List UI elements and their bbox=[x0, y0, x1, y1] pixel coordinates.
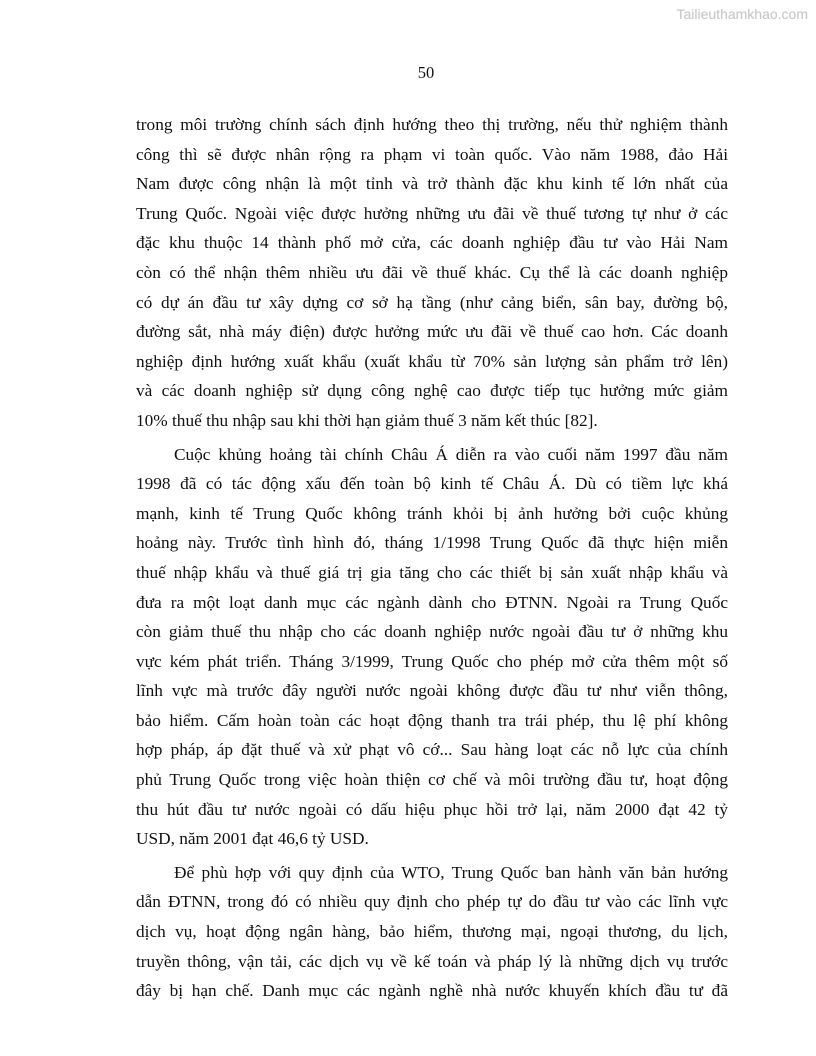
document-body bbox=[136, 110, 728, 1006]
text-line: và các doanh nghiệp sử dụng công nghệ cao được tiếp tục hưởng mức giảm bbox=[136, 381, 728, 401]
text-line: Trung Quốc. Ngoài việc được hưởng những ưu đãi về thuế tương tự như ở các bbox=[136, 203, 728, 223]
paragraph-3 bbox=[136, 858, 728, 1006]
text-line: đây bị hạn chế. Danh mục các ngành nghề nhà nước khuyến khích đầu tư đã bbox=[136, 981, 728, 1001]
text-line: Cuộc khủng hoảng tài chính Châu Á diễn ra vào cuối năm 1997 đầu năm bbox=[174, 444, 728, 464]
text-line: công thì sẽ được nhân rộng ra phạm vi toàn quốc. Vào năm 1988, đảo Hải bbox=[136, 144, 728, 164]
text-line: dịch vụ, hoạt động ngân hàng, bảo hiểm, thương mại, ngoại thương, du lịch, bbox=[136, 922, 728, 942]
text-line: vực kém phát triển. Tháng 3/1999, Trung Quốc cho phép mở cửa thêm một số bbox=[136, 651, 728, 671]
text-line: đường sắt, nhà máy điện) được hưởng mức ưu đãi về thuế cao hơn. Các doanh bbox=[136, 322, 728, 342]
text-line: bảo hiểm. Cấm hoàn toàn các hoạt động thanh tra trái phép, thu lệ phí không bbox=[136, 710, 728, 730]
text-line: có dự án đầu tư xây dựng cơ sở hạ tầng (như cảng biển, sân bay, đường bộ, bbox=[136, 292, 728, 312]
watermark-text: Tailieuthamkhao.com bbox=[676, 6, 808, 22]
text-line: lĩnh vực mà trước đây người nước ngoài không được đầu tư như viễn thông, bbox=[136, 681, 728, 701]
text-line: thuế nhập khẩu và thuế giá trị gia tăng cho các thiết bị sản xuất nhập khẩu và bbox=[136, 562, 728, 582]
text-line: 1998 đã có tác động xấu đến toàn bộ kinh tế Châu Á. Dù có tiềm lực khá bbox=[136, 474, 728, 494]
text-line: hoảng này. Trước tình hình đó, tháng 1/1998 Trung Quốc đã thực hiện miễn bbox=[136, 533, 728, 553]
text-line: 10% thuế thu nhập sau khi thời hạn giảm thuế 3 năm kết thúc [82]. bbox=[136, 410, 598, 430]
paragraph-2 bbox=[136, 440, 728, 854]
text-line: còn có thể nhận thêm nhiều ưu đãi về thuế khác. Cụ thể là các doanh nghiệp bbox=[136, 262, 728, 282]
text-line: Nam được công nhận là một tỉnh và trở thành đặc khu kinh tế lớn nhất của bbox=[136, 174, 728, 194]
paragraph-1 bbox=[136, 110, 728, 436]
text-line: mạnh, kinh tế Trung Quốc không tránh khỏi bị ảnh hưởng bởi cuộc khủng bbox=[136, 503, 728, 523]
text-line: phủ Trung Quốc trong việc hoàn thiện cơ chế và môi trường đầu tư, hoạt động bbox=[136, 770, 728, 790]
text-line: Để phù hợp với quy định của WTO, Trung Quốc ban hành văn bản hướng bbox=[174, 862, 728, 882]
text-line: dẫn ĐTNN, trong đó có nhiều quy định cho phép tự do đầu tư vào các lĩnh vực bbox=[136, 892, 728, 912]
page-number: 50 bbox=[417, 63, 435, 82]
text-line: thu hút đầu tư nước ngoài có dấu hiệu phục hồi trở lại, năm 2000 đạt 42 tỷ bbox=[136, 799, 728, 819]
text-line: còn giảm thuế thu nhập cho các doanh nghiệp nước ngoài đầu tư ở những khu bbox=[136, 622, 728, 642]
text-line: nghiệp định hướng xuất khẩu (xuất khẩu từ 70% sản lượng sản phẩm trở lên) bbox=[136, 351, 728, 371]
text-line: đặc khu thuộc 14 thành phố mở cửa, các doanh nghiệp đầu tư vào Hải Nam bbox=[136, 233, 728, 253]
text-line: USD, năm 2001 đạt 46,6 tỷ USD. bbox=[136, 829, 369, 849]
text-line: hợp pháp, áp đặt thuế và xử phạt vô cớ... Sau hàng loạt các nỗ lực của chính bbox=[136, 740, 728, 760]
text-line: trong môi trường chính sách định hướng theo thị trường, nếu thử nghiệm thành bbox=[136, 115, 728, 134]
text-line: đưa ra một loạt danh mục các ngành dành cho ĐTNN. Ngoài ra Trung Quốc bbox=[136, 592, 728, 612]
text-line: truyền thông, vận tải, các dịch vụ về kế toán và pháp lý là những dịch vụ trước bbox=[136, 951, 728, 971]
